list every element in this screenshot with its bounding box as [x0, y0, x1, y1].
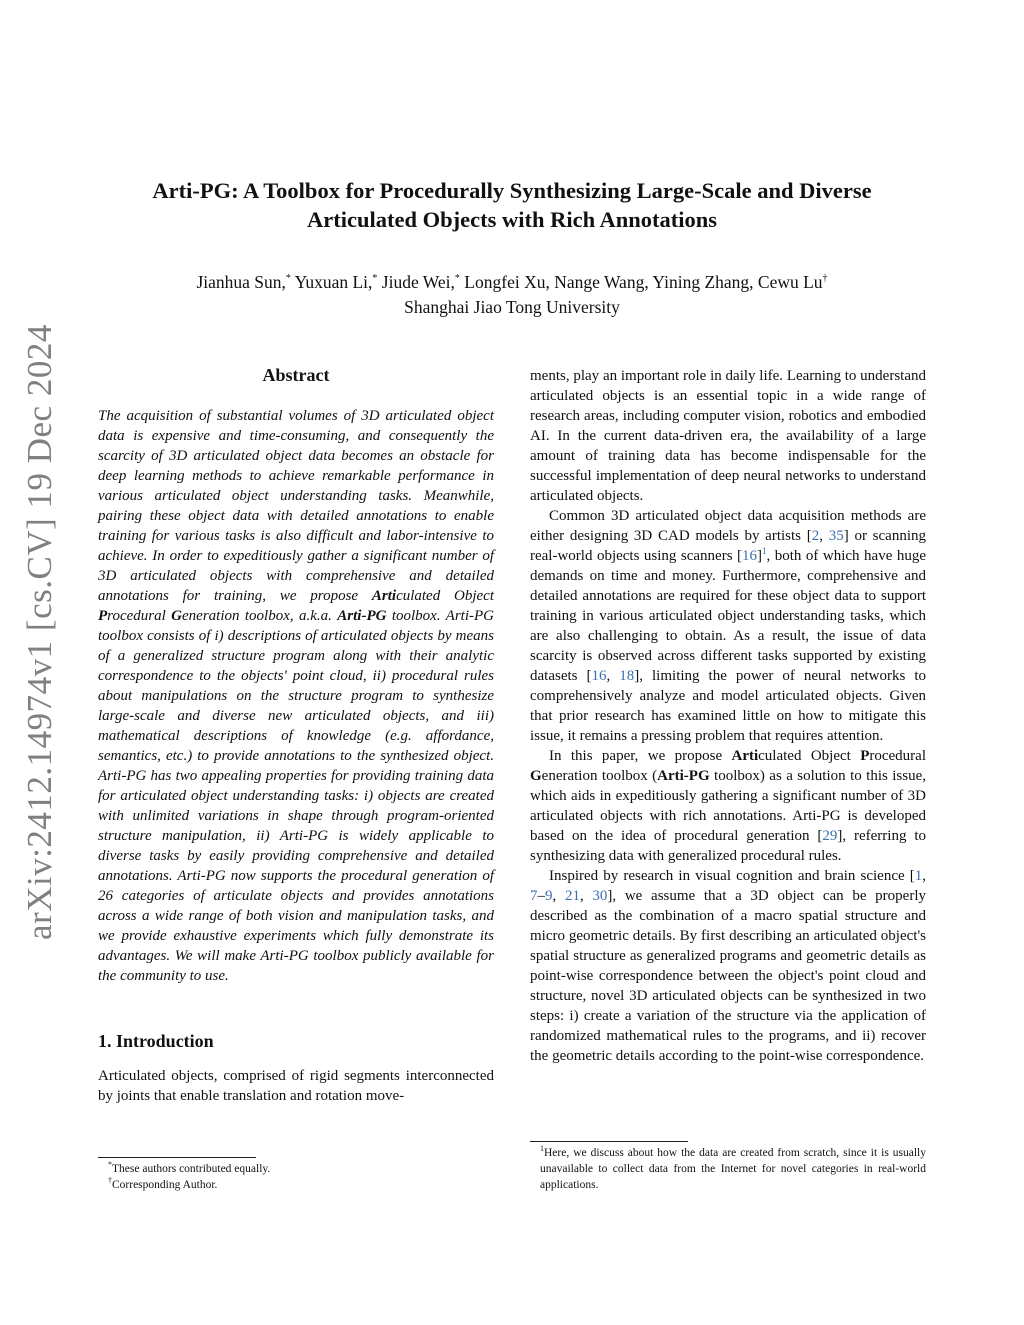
paragraph-text: ], we assume that a 3D object can be properly described as the combination of a macro spatial structure and micro geometric details. By first describing an articulated object's spatial structure as generalized programs and geometric details as point-wise correspondence between the object's point cloud and structure, novel 3D articulated objects can be synthesized in two steps: i) create a variation of the structure via the application of randomized mathematical rules to the programs, and ii) recover the geometric details according to the point-wise correspondence.: [530, 888, 926, 1064]
title-line-1: Arti-PG: A Toolbox for Procedurally Synthesizing Large-Scale and Diverse: [152, 178, 872, 203]
footnote-mark: 1: [540, 1144, 544, 1154]
equal-contribution-mark: *: [285, 273, 291, 285]
paragraph-text: ,: [552, 888, 565, 904]
equal-contribution-mark: *: [372, 273, 378, 285]
left-column: [98, 364, 494, 1106]
paragraph-text: Inspired by research in visual cognition and brain science [: [549, 868, 915, 884]
right-column: [530, 366, 926, 1066]
acronym-letters: Arti: [371, 588, 397, 604]
arxiv-identifier[interactable]: arXiv:2412.14974v1 [cs.CV] 19 Dec 2024: [20, 324, 59, 940]
footnote-1: [530, 1145, 926, 1193]
footnote-mark: *: [108, 1160, 112, 1170]
footnote-text: Here, we discuss about how the data are created from scratch, since it is usually unavailable to collect data from the Internet for novel categories in real-world applications.: [540, 1147, 926, 1191]
author-2: Yuxuan Li,: [294, 272, 373, 292]
title-line-2: Articulated Objects with Rich Annotations: [307, 207, 717, 232]
footnote-divider: [98, 1157, 256, 1158]
abstract-text-part: toolbox. Arti-PG toolbox consists of i) descriptions of articulated objects by means of a generalized structure program along with their analytic correspondence to the objects' point cloud, ii) procedural rules about manipulations on the structure program to synthesize large-scale and diverse new articulated objects, and iii) mathematical descriptions of knowledge (e.g. affordance, semantics, etc.) to provide annotations to the synthesized object. Arti-PG has two appealing properties for providing training data for articulated object understanding tasks: i) objects are created with unlimited variations in shape through program-oriented structure manipulation, ii) Arti-PG is widely applicable to diverse tasks by easily providing comprehensive and detailed annotations. Arti-PG now supports the procedural generation of 26 categories of articulate objects and provides annotations across a wide range of both vision and manipulation tasks, and we provide exhaustive experiments which fully demonstrate its advantages. We will make Arti-PG toolbox publicly available for the community to use.: [98, 608, 495, 984]
citation-link[interactable]: 29: [822, 828, 838, 844]
abstract-text-part: culated Object: [396, 588, 494, 604]
intro-paragraph: Articulated objects, comprised of rigid segments interconnected by joints that enable translation and rotation move-: [98, 1068, 494, 1104]
footnotes-right: [530, 1145, 926, 1193]
footnote-link[interactable]: 1: [762, 546, 767, 556]
citation-link[interactable]: 2: [811, 528, 820, 544]
footnote-equal-contribution: [98, 1161, 494, 1177]
acronym-letters: P: [98, 608, 108, 624]
citation-link[interactable]: 1: [914, 868, 923, 884]
author-block: [0, 270, 1024, 320]
toolbox-name: Arti-PG: [657, 768, 710, 784]
paragraph-text: In this paper, we propose: [549, 748, 732, 764]
toolbox-name: Arti-PG: [337, 608, 387, 624]
citation-link[interactable]: 16: [591, 668, 607, 684]
abstract-heading: Abstract: [262, 365, 330, 385]
affiliation: Shanghai Jiao Tong University: [404, 297, 620, 317]
acronym-letters: G: [530, 768, 542, 784]
paragraph-text: ,: [606, 668, 620, 684]
paragraph-text: culated Object: [758, 748, 861, 764]
paragraph-text: ,: [579, 888, 593, 904]
paragraph-text: ], limiting the power of neural networks to comprehensively analyze and model articulated objects. Given that prior research has examined little on how to mitigate this issue, it remains a pressing problem that requires attention.: [530, 668, 927, 744]
citation-link[interactable]: 16: [742, 548, 758, 564]
footnotes-left: [98, 1161, 494, 1193]
acronym-letters: G: [171, 608, 182, 624]
abstract-text-part: eneration toolbox, a.k.a.: [182, 608, 338, 624]
paragraph-3: [530, 746, 926, 866]
citation-link[interactable]: 9: [545, 888, 553, 904]
paragraph-text: , both of which have huge demands on time and money. Furthermore, comprehensive and detailed annotations are required for these object data to support training in various articulated object understanding tasks, which are also challenging to obtain. As a result, the issue of data scarcity is observed across different tasks supported by existing datasets [: [530, 548, 926, 684]
citation-link[interactable]: 30: [592, 888, 608, 904]
paragraph-text: ,: [819, 528, 829, 544]
paragraph-text: ]: [757, 548, 763, 564]
paragraph-text: ], referring to synthesizing data with generalized procedural rules.: [530, 828, 926, 864]
paragraph-text: rocedural: [869, 748, 926, 764]
author-1: Jianhua Sun,: [196, 272, 286, 292]
author-list: [0, 270, 1024, 295]
section-heading-introduction: 1. Introduction: [98, 1031, 214, 1051]
paragraph-text: ] or scanning real-world objects using scanners [: [530, 528, 927, 564]
other-authors: Longfei Xu, Nange Wang, Yining Zhang, Cewu Lu: [464, 272, 823, 292]
paragraph-text: toolbox) as a solution to this issue, which aids in expeditiously gathering a significant number of 3D articulated objects with rich annotations. Arti-PG is developed based on the idea of procedural generation [: [530, 768, 926, 844]
paragraph-4: [530, 866, 926, 1066]
footnote-divider: [530, 1141, 688, 1142]
paragraph-text: Common 3D articulated object data acquisition methods are either designing 3D CAD models by artists [: [530, 508, 926, 544]
acronym-letters: Arti: [731, 748, 759, 764]
abstract-text-part: The acquisition of substantial volumes of 3D articulated object data is expensive and time-consuming, and consequently the scarcity of 3D articulated object data becomes an obstacle for deep learning methods to achieve remarkable performance in various articulated object understanding tasks. Meanwhile, pairing these object data with detailed annotations to enable training for various tasks is also difficult and labor-intensive to achieve. In order to expeditiously gather a significant number of 3D articulated objects with comprehensive and detailed annotations for training, we propose: [98, 408, 494, 604]
paragraph-text: ,: [922, 868, 926, 884]
citation-link[interactable]: 18: [619, 668, 635, 684]
citation-link[interactable]: 35: [828, 528, 844, 544]
citation-link[interactable]: 7: [530, 888, 538, 904]
paper-title: [0, 176, 1024, 234]
equal-contribution-mark: *: [454, 273, 460, 285]
abstract-text: [98, 406, 494, 986]
paragraph-text: eneration toolbox (: [541, 768, 658, 784]
abstract-text-part: rocedural: [107, 608, 172, 624]
footnote-text: Corresponding Author.: [112, 1179, 218, 1191]
footnote-text: These authors contributed equally.: [112, 1163, 271, 1175]
footnote-corresponding-author: [98, 1177, 494, 1193]
paragraph-text: –: [537, 888, 545, 904]
author-3: Jiude Wei,: [381, 272, 455, 292]
paragraph-1: ments, play an important role in daily life. Learning to understand articulated objects is an essential topic in a wide range of research areas, including computer vision, robotics and embodied AI. In the current data-driven era, the availability of a large amount of training data has become indispensable for the successful implementation of deep neural networks to understand articulated objects.: [530, 368, 926, 504]
citation-link[interactable]: 21: [564, 888, 580, 904]
paragraph-2: [530, 506, 926, 746]
corresponding-author-mark: †: [822, 273, 828, 285]
footnote-mark: †: [108, 1176, 112, 1186]
acronym-letters: P: [860, 748, 870, 764]
